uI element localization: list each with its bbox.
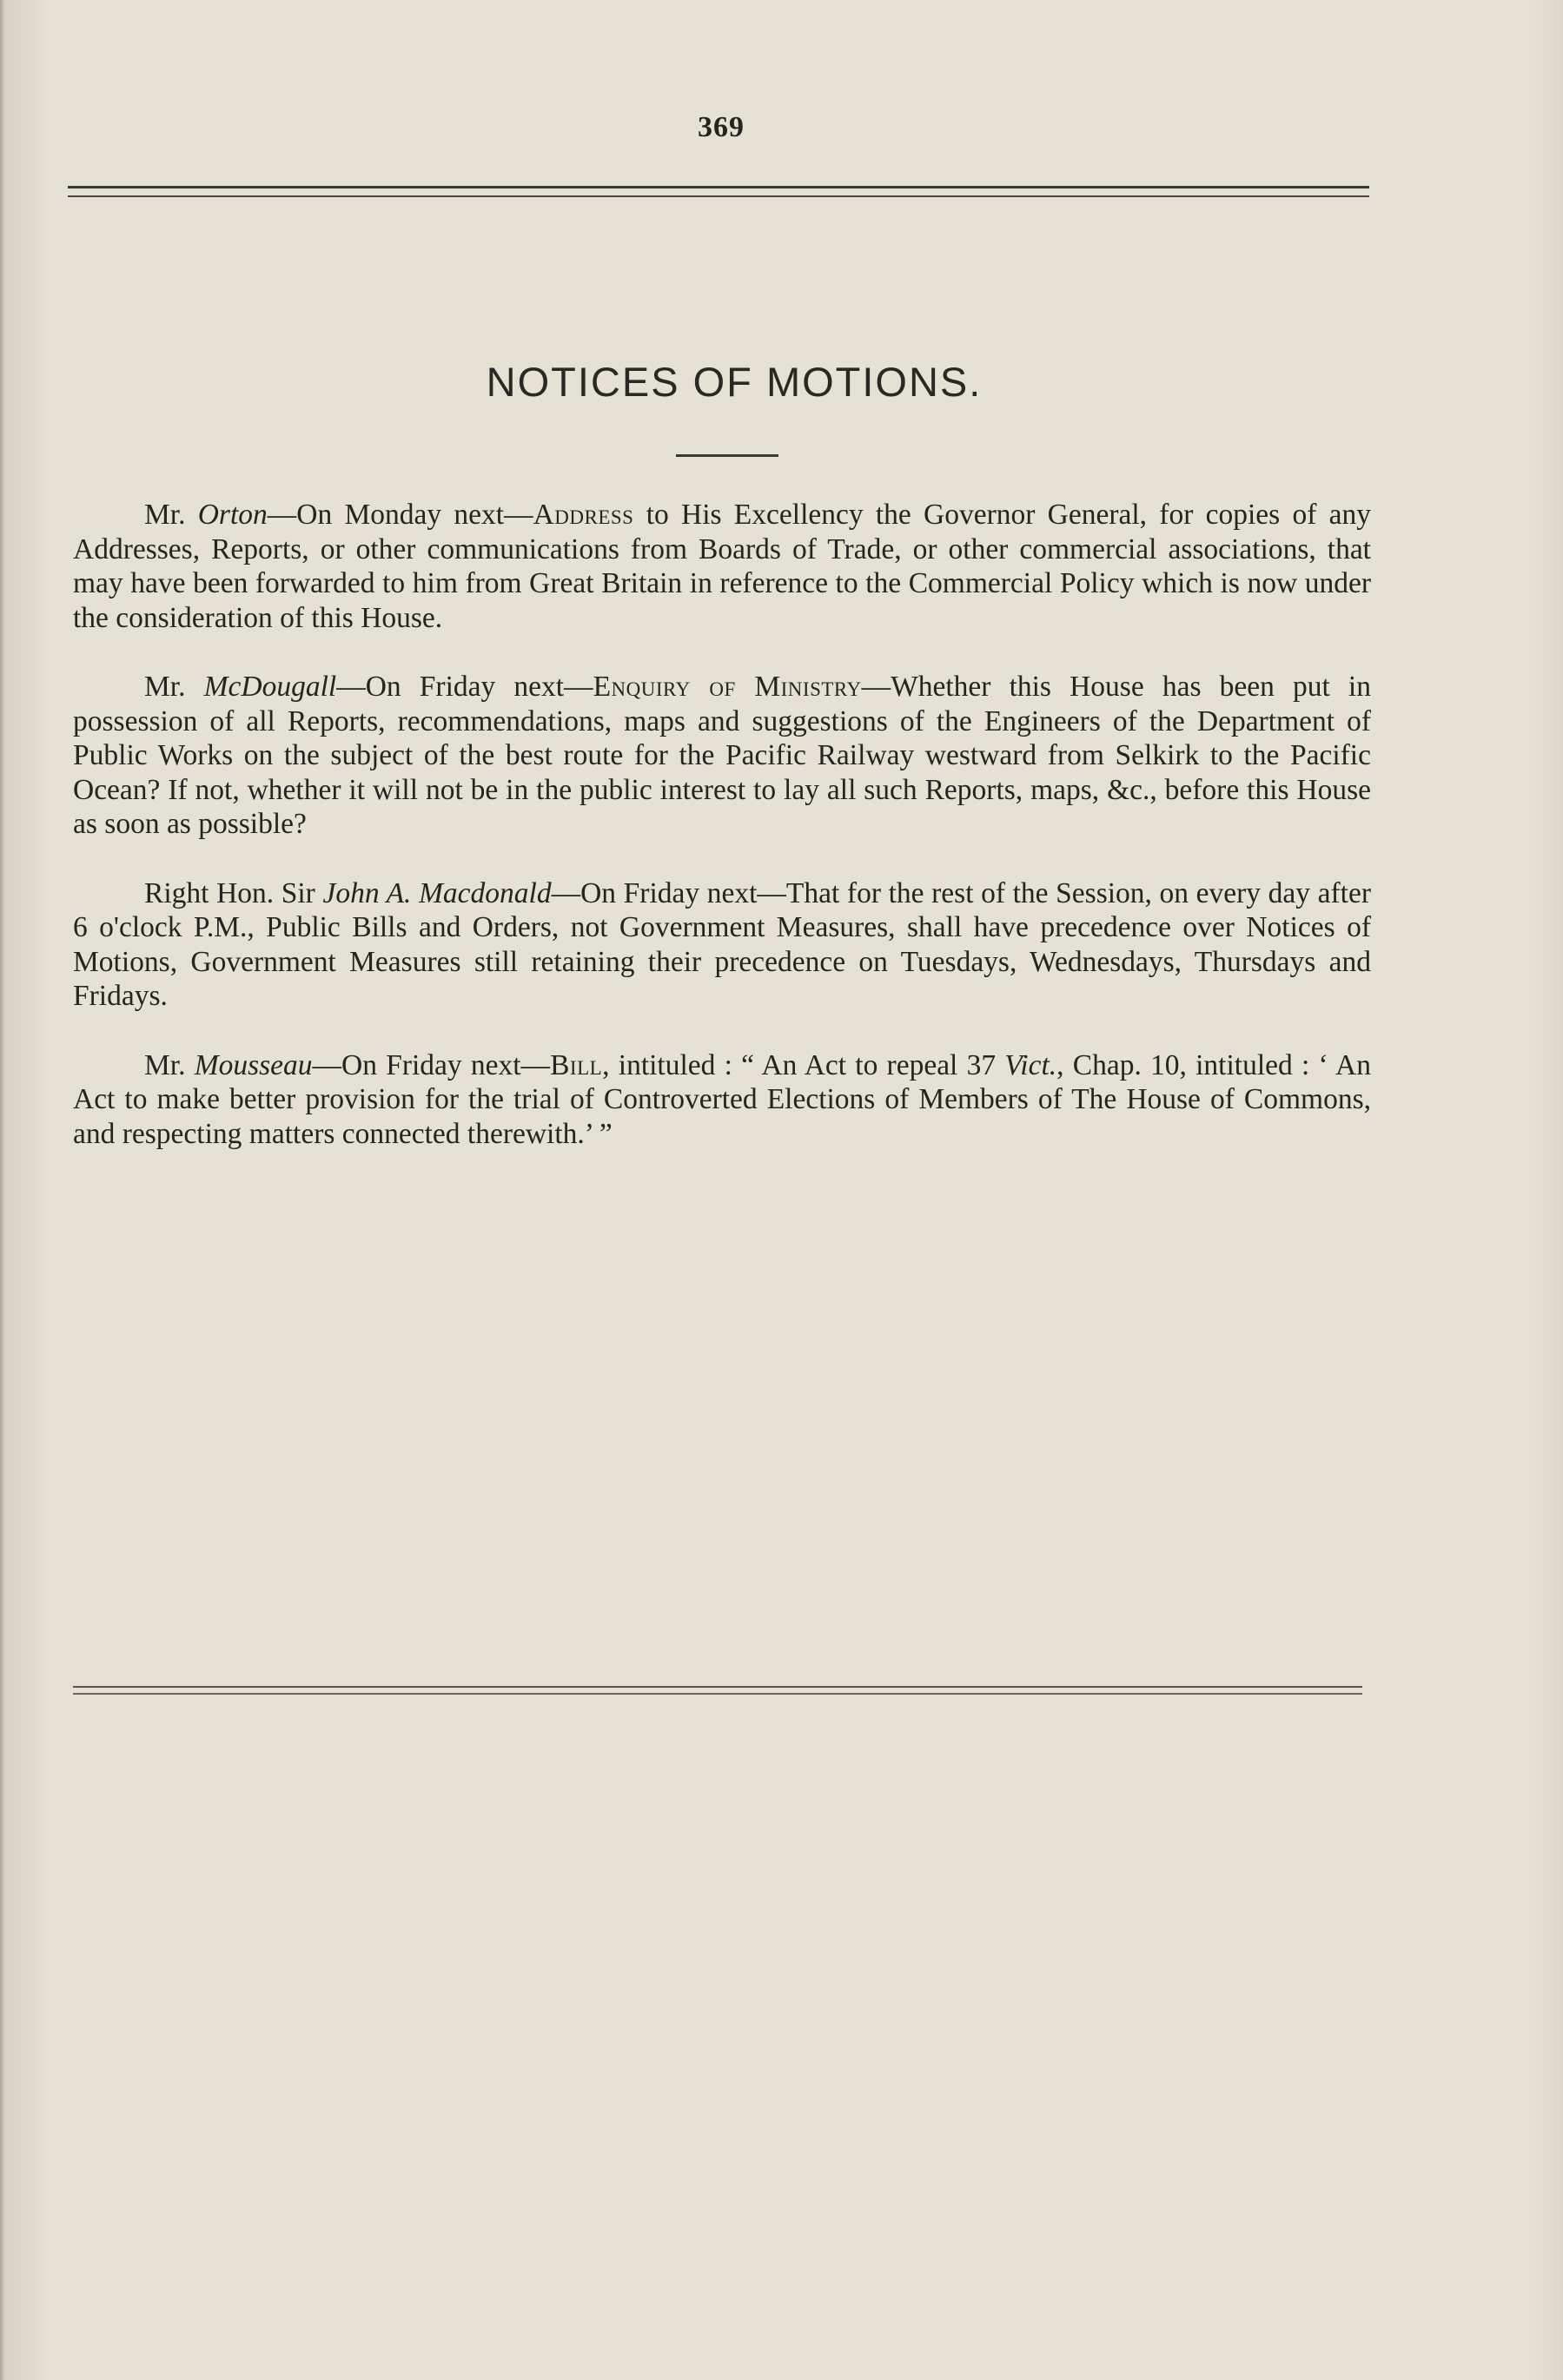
member-name: John A. Macdonald (322, 876, 552, 909)
notice-lead: —On Monday next— (267, 499, 533, 531)
page-heading: NOTICES OF MOTIONS. (486, 359, 983, 405)
notice-text: to His Excellency the Governor General, for copies of any Addresses, Reports, or other communications from Boards of Trade, or other commercial associations, that may have been forwarded to him from Great Britain in reference to the Commercial Policy which is now under the consideration of this House. (73, 499, 1371, 634)
member-prefix: Mr. (144, 1048, 195, 1081)
notice-macdonald (73, 876, 1371, 1014)
notice-text: —Whether this House has been put in possession of all Reports, recommendations, maps and suggestions of the Engineers of the Department of Public Works on the subject of the best route for the Pacific Railway westward from Selkirk to the Pacific Ocean? If not, whether it will not be in the public interest to lay all such Reports, maps, &c., before this House as soon as possible? (73, 671, 1371, 840)
notice-keyword: Bill (550, 1048, 603, 1081)
member-name: McDougall (203, 671, 337, 703)
heading-underline-rule (676, 454, 778, 457)
top-double-rule (68, 186, 1369, 197)
statute-reference: Vict. (1004, 1048, 1057, 1081)
notice-lead: —On Friday next— (312, 1048, 551, 1081)
notice-keyword: Address (533, 499, 634, 531)
notice-keyword: Enquiry of Ministry (593, 671, 862, 703)
notice-orton (73, 498, 1371, 635)
notice-mousseau (73, 1048, 1371, 1152)
member-name: Mousseau (194, 1048, 313, 1081)
member-prefix: Mr. (144, 499, 198, 531)
page-edge-shadow (0, 0, 5, 2380)
notice-text: That for the rest of the Session, on every day after 6 o'clock P.M., Public Bills and Orders, not Government Measures, shall have precedence over Notices of Motions, Government Measures still retaining their precedence on Tuesdays, Wednesdays, Thursdays and Fridays. (73, 876, 1371, 1012)
notice-mcdougall (73, 670, 1371, 842)
notices-body (73, 498, 1371, 1186)
page-number: 369 (698, 111, 745, 143)
notice-lead: —On Friday next— (551, 876, 786, 909)
notice-text-before-ref: , intituled : “ An Act to repeal 37 (602, 1048, 1005, 1081)
notice-text: , Chap. 10, intituled : ‘ An Act to make better provision for the trial of Controverted Elections of Members of The House of Commons, and respecting matters connected therewith.’ ” (73, 1048, 1371, 1150)
member-name: Orton (197, 499, 268, 531)
member-prefix: Right Hon. Sir (144, 876, 323, 909)
bottom-double-rule (73, 1686, 1362, 1695)
member-prefix: Mr. (144, 671, 204, 703)
notice-lead: —On Friday next— (336, 671, 593, 703)
